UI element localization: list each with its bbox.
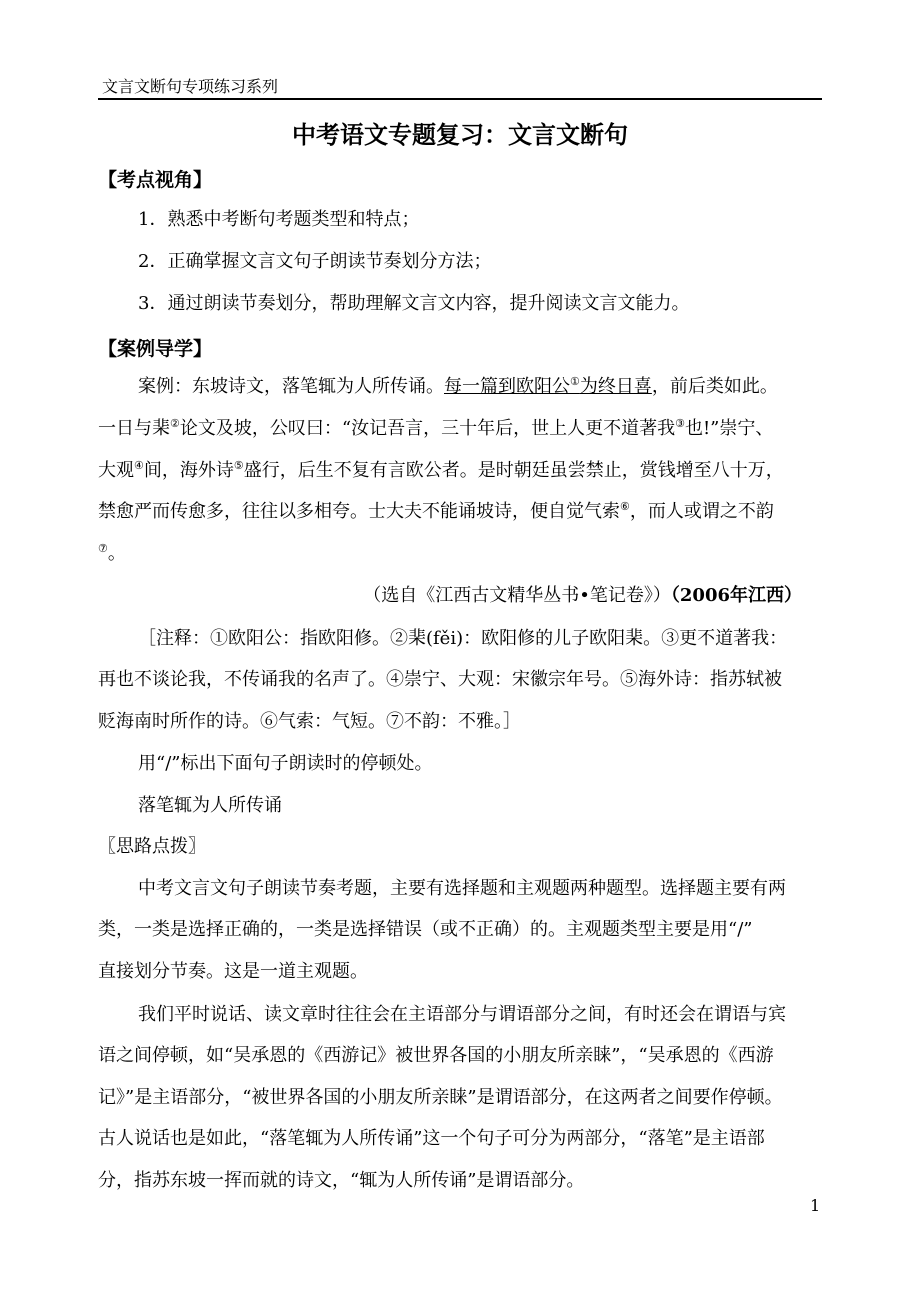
annotation-line-3: 贬海南时所作的诗。⑥气索：气短。⑦不韵：不雅。］ — [98, 711, 521, 732]
note-mark-5: ⑤ — [233, 459, 244, 472]
annotation-line-1: ［注释：①欧阳公：指欧阳修。②棐(fěi)：欧阳修的儿子欧阳棐。③更不道著我： — [138, 628, 788, 649]
note-mark-2: ② — [170, 417, 180, 430]
case-underlined: 每一篇到欧阳公①为终日喜 — [444, 375, 652, 397]
note-mark-1: ① — [570, 375, 580, 388]
silu-heading: 〖思路点拨〗 — [98, 836, 206, 857]
case-line-1: 案例：东坡诗文，落笔辄为人所传诵。每一篇到欧阳公①为终日喜，前后类如此。 — [138, 375, 778, 397]
task-sentence: 落笔辄为人所传诵 — [138, 795, 282, 816]
para1-line-2: 类，一类是选择正确的，一类是选择错误（或不正确）的。主观题类型主要是用“/” — [98, 919, 753, 940]
point-2: 2．正确掌握文言文句子朗读节奏划分方法； — [138, 251, 492, 272]
task-instruction: 用“/”标出下面句子朗读时的停顿处。 — [138, 753, 433, 774]
para2-line-2: 语之间停顿，如“吴承恩的《西游记》被世界各国的小朋友所亲睐”，“吴承恩的《西游 — [98, 1045, 774, 1066]
source-citation: （选自《江西古文精华丛书•笔记卷》）（2006年江西） — [363, 585, 802, 606]
note-mark-7: ⑦ — [98, 542, 108, 555]
para1-line-1: 中考文言文句子朗读节奏考题，主要有选择题和主观题两种题型。选择题主要有两 — [138, 878, 786, 899]
para1-line-3: 直接划分节奏。这是一道主观题。 — [98, 961, 368, 982]
point-3: 3．通过朗读节奏划分，帮助理解文言文内容，提升阅读文言文能力。 — [138, 293, 690, 314]
page-title: 中考语文专题复习：文言文断句 — [292, 121, 628, 149]
page-number: 1 — [810, 1196, 821, 1215]
para2-line-4: 古人说话也是如此，“落笔辄为人所传诵”这一个句子可分为两部分，“落笔”是主语部 — [98, 1128, 765, 1149]
note-mark-3: ③ — [675, 417, 685, 430]
case-line-4: 禁愈严而传愈多，往往以多相夸。士大夫不能诵坡诗，便自觉气索⑥，而人或谓之不韵 — [98, 500, 774, 522]
note-mark-4: ④ — [134, 459, 144, 472]
para2-line-3: 记》”是主语部分，“被世界各国的小朋友所亲睐”是谓语部分，在这两者之间要作停顿。 — [98, 1087, 783, 1108]
note-mark-6: ⑥ — [620, 500, 630, 513]
case-text: 案例：东坡诗文，落笔辄为人所传诵。 — [138, 376, 444, 397]
section-heading-kaodian: 【考点视角】 — [98, 169, 213, 191]
section-heading-anli: 【案例导学】 — [98, 338, 213, 360]
header-rule — [98, 98, 822, 100]
case-line-5: ⑦。 — [98, 542, 126, 564]
annotation-line-2: 再也不谈论我，不传诵我的名声了。④崇宁、大观：宋徽宗年号。⑤海外诗：指苏轼被 — [98, 669, 782, 690]
para2-line-5: 分，指苏东坡一挥而就的诗文，“辄为人所传诵”是谓语部分。 — [98, 1170, 585, 1191]
header-series: 文言文断句专项练习系列 — [102, 77, 279, 96]
case-line-3: 大观④间，海外诗⑤盛行，后生不复有言欧公者。是时朝廷虽尝禁止，赏钱增至八十万， — [98, 459, 784, 481]
para2-line-1: 我们平时说话、读文章时往往会在主语部分与谓语部分之间，有时还会在谓语与宾 — [138, 1004, 786, 1025]
case-line-2: 一日与棐②论文及坡，公叹曰：“汝记吾言，三十年后，世上人更不道著我③也!”崇宁、 — [98, 417, 774, 439]
point-1: 1．熟悉中考断句考题类型和特点； — [138, 209, 420, 230]
source-year: （2006年江西） — [670, 585, 802, 606]
